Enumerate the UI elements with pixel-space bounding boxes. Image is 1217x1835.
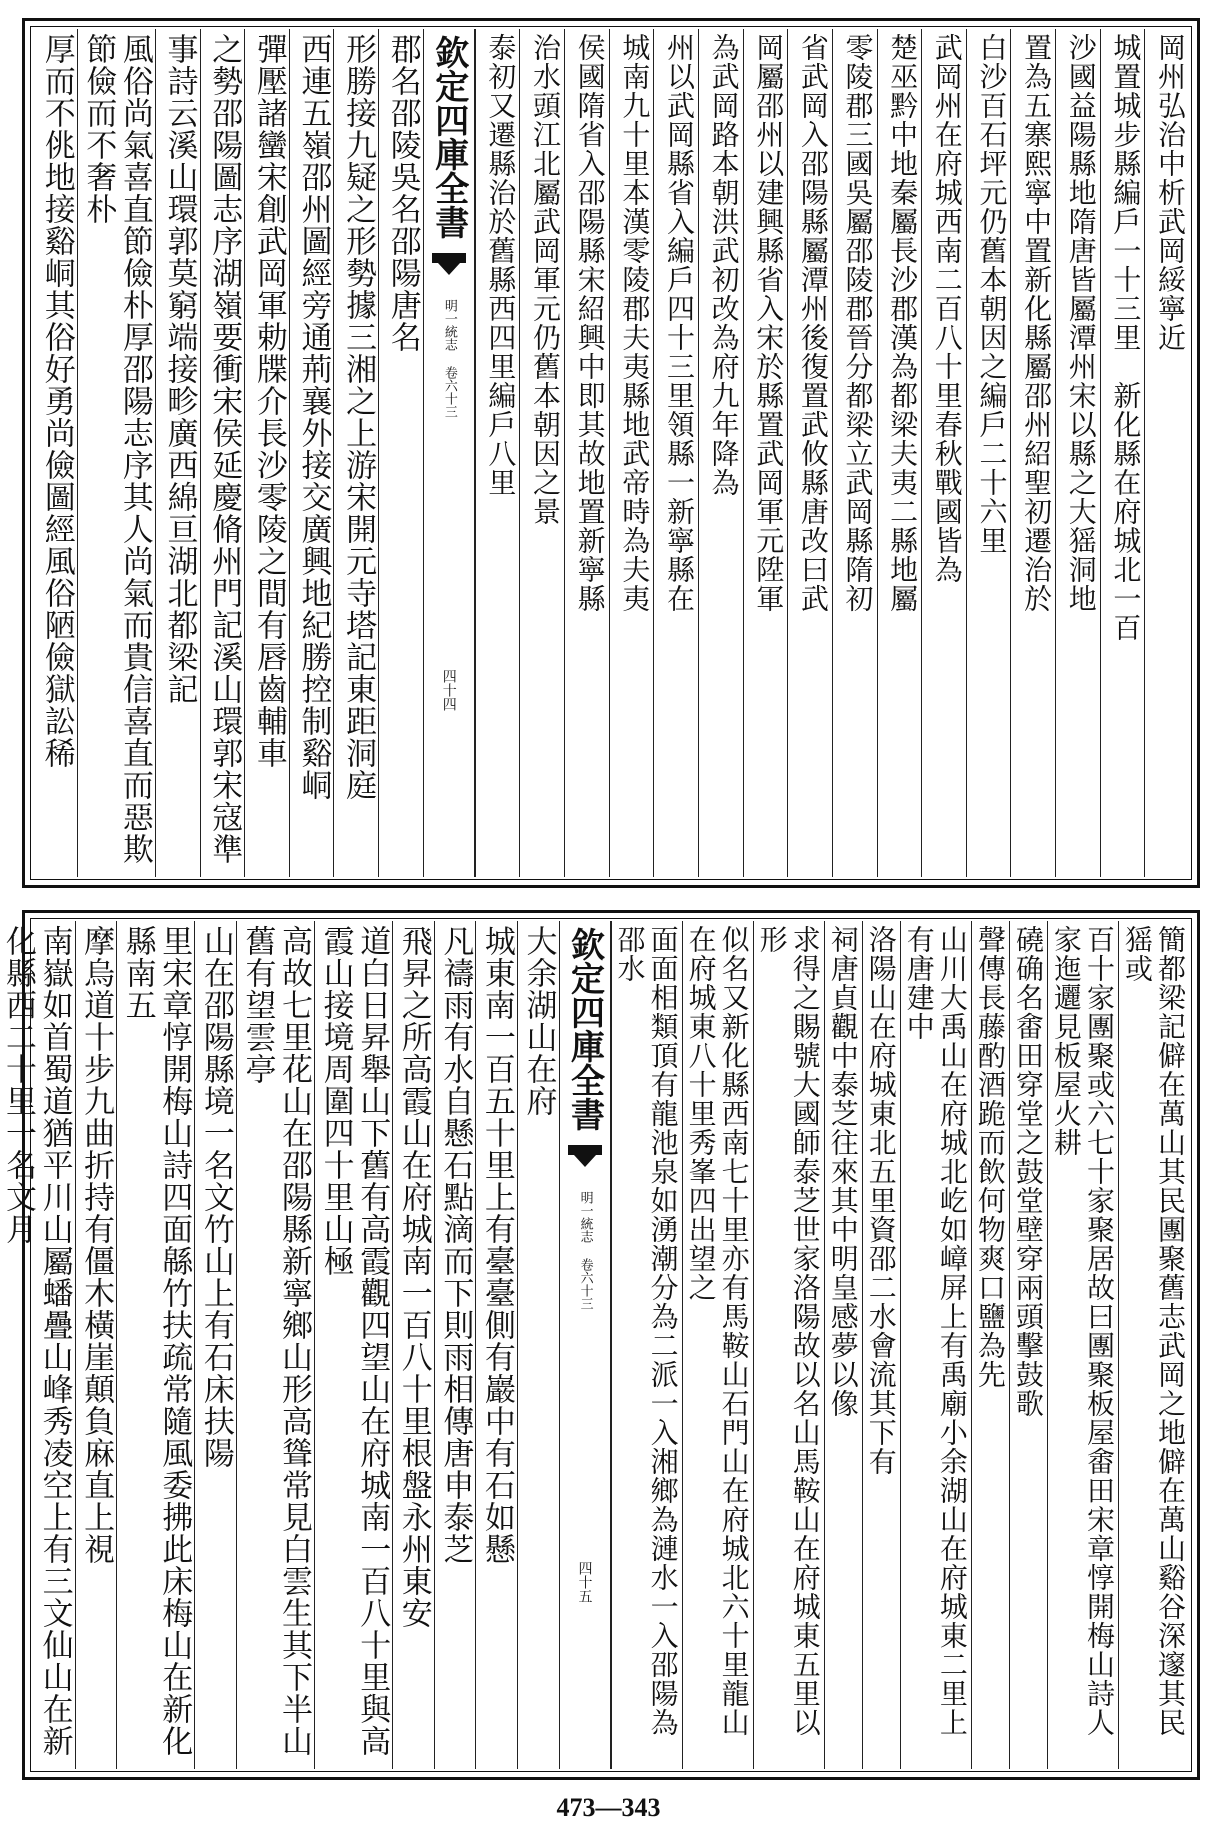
text-column: 形勝接九疑之形勢據三湘之上游宋開元寺塔記東距洞庭 [333,29,378,877]
text-column: 泰初又遷縣治於舊縣西四里編戶八里 [475,29,520,877]
text-column: 彈壓諸蠻宋創武岡軍勅牒介長沙零陵之間有唇齒輔車 [244,29,289,877]
text-column: 置為五寨熙寧中置新化縣屬邵州紹聖初遷治於 [1010,29,1055,877]
text-column: 面面相類頂有龍池泉如湧潮分為二派一入湘鄉為漣水一入邵陽為邵水 [611,921,682,1769]
text-column: 沙國益陽縣地隋唐皆屬潭州宋以縣之大猺洞地 [1055,29,1100,877]
text-column: 南嶽如首蜀道猶平川山屬蟠疊山峰秀凌空上有三文仙山在新化縣西二十里一名文月 [0,921,75,1769]
text-column: 省武岡入邵陽縣屬潭州後復置武攸縣唐改曰武 [787,29,832,877]
text-column: 之勢邵陽圖志序湖嶺要衝宋侯延慶脩州門記溪山環郭宋寇準 [200,29,245,877]
text-column: 飛昇之所高霞山在府城南一百八十里根盤永州東安 [392,921,434,1769]
text-column: 百十家團聚或六七十家聚居故曰團聚板屋畬田宋章惇開梅山詩人家迤邐見板屋火耕 [1047,921,1118,1769]
text-column: 武岡州在府城西南二百八十里春秋戰國皆為 [921,29,966,877]
text-column: 山川大禹山在府城北屹如嶂屏上有禹廟小余湖山在府城東二里上有唐建中 [900,921,971,1769]
leaf-number: 四十四 [440,669,457,711]
page-bottom [0,910,1200,1780]
text-column: 侯國隋省入邵陽縣宋紹興中即其故地置新寧縣 [564,29,609,877]
text-column: 城置城步縣編戶一十三里 新化縣在府城北一百 [1100,29,1145,877]
text-column: 大余湖山在府 [517,921,559,1769]
center-fold-column [559,921,611,1769]
volume-info: 明一統志 卷六十三 [441,299,457,418]
text-column: 凡禱雨有水自懸石點滴而下則雨相傳唐申泰芝 [434,921,476,1769]
book-title: 欽定四庫全書 [428,35,469,239]
top-text-columns [33,29,1189,877]
text-column: 治水頭江北屬武岡軍元仍舊本朝因之景 [519,29,564,877]
leaf-number: 四十五 [576,1561,593,1603]
text-column: 事詩云溪山環郭莫窮端接畛廣西綿亘湖北都梁記 [155,29,200,877]
fishtail-mark-icon [432,253,466,283]
text-column: 磽确名畬田穿堂之鼓堂壁穿兩頭擊鼓歌 [1009,921,1047,1769]
text-column: 山在邵陽縣境一名文竹山上有石床扶陽 [194,921,236,1769]
book-title: 欽定四庫全書 [564,927,605,1131]
center-fold-column [423,29,475,877]
text-column: 城東南一百五十里上有臺臺側有巖中有石如懸 [475,921,517,1769]
text-column: 西連五嶺邵州圖經旁通荊襄外接交廣興地紀勝控制谿峒 [289,29,334,877]
text-column: 洛陽山在府城東北五里資邵二水會流其下有 [862,921,900,1769]
text-column: 似名又新化縣西南七十里亦有馬鞍山石門山在府城北六十里龍山在府城東八十里秀峯四出望之 [682,921,753,1769]
text-column: 郡名邵陵吳名邵陽唐名 [378,29,423,877]
bottom-text-columns [0,921,1189,1769]
text-column: 岡屬邵州以建興縣省入宋於縣置武岡軍元陞軍 [743,29,788,877]
text-column: 高故七里花山在邵陽縣新寧鄉山形高聳常見白雲生其下半山舊有望雲亭 [236,921,314,1769]
page-top [22,18,1200,888]
text-column: 求得之賜號大國師泰芝世家洛陽故以名山馬鞍山在府城東五里以形 [753,921,824,1769]
fishtail-mark-icon [568,1145,602,1175]
text-column: 簡都梁記僻在萬山其民團聚舊志武岡之地僻在萬山谿谷深邃其民猺或 [1118,921,1189,1769]
text-column: 風俗尚氣喜直節儉朴厚邵陽志序其人尚氣而貴信喜直而惡欺節儉而不奢朴 [77,29,155,877]
text-column: 祠唐貞觀中泰芝往來其中明皇感夢以像 [824,921,862,1769]
text-column: 為武岡路本朝洪武初改為府九年降為 [698,29,743,877]
volume-info: 明一統志 卷六十三 [577,1191,593,1310]
text-column: 岡州弘治中析武岡綏寧近 [1144,29,1189,877]
text-column: 州以武岡縣省入編戶四十三里領縣一新寧縣在 [653,29,698,877]
text-column: 零陵郡三國吳屬邵陵郡晉分都梁立武岡縣隋初 [832,29,877,877]
text-column: 白沙百石坪元仍舊本朝因之編戶二十六里 [966,29,1011,877]
text-column: 厚而不佻地接谿峒其俗好勇尚儉圖經風俗陋儉獄訟稀 [38,33,75,769]
page-footer-code: 473—343 [556,1793,661,1822]
text-column: 里宋章惇開梅山詩四面緜竹扶疏常隨風委拂此床梅山在新化縣南五 [116,921,194,1769]
text-column: 道白日昇舉山下舊有高霞觀四望山在府城南一百八十里與高霞山接境周圍四十里山極 [314,921,392,1769]
text-column: 聲傳長藤酌酒跪而飲何物爽口鹽為先 [971,921,1009,1769]
text-column: 楚巫黔中地秦屬長沙郡漢為都梁夫夷二縣地屬 [877,29,922,877]
text-column: 城南九十里本漢零陵郡夫夷縣地武帝時為夫夷 [609,29,654,877]
text-column: 摩烏道十步九曲折持有僵木橫崖顛負麻直上視 [75,921,117,1769]
